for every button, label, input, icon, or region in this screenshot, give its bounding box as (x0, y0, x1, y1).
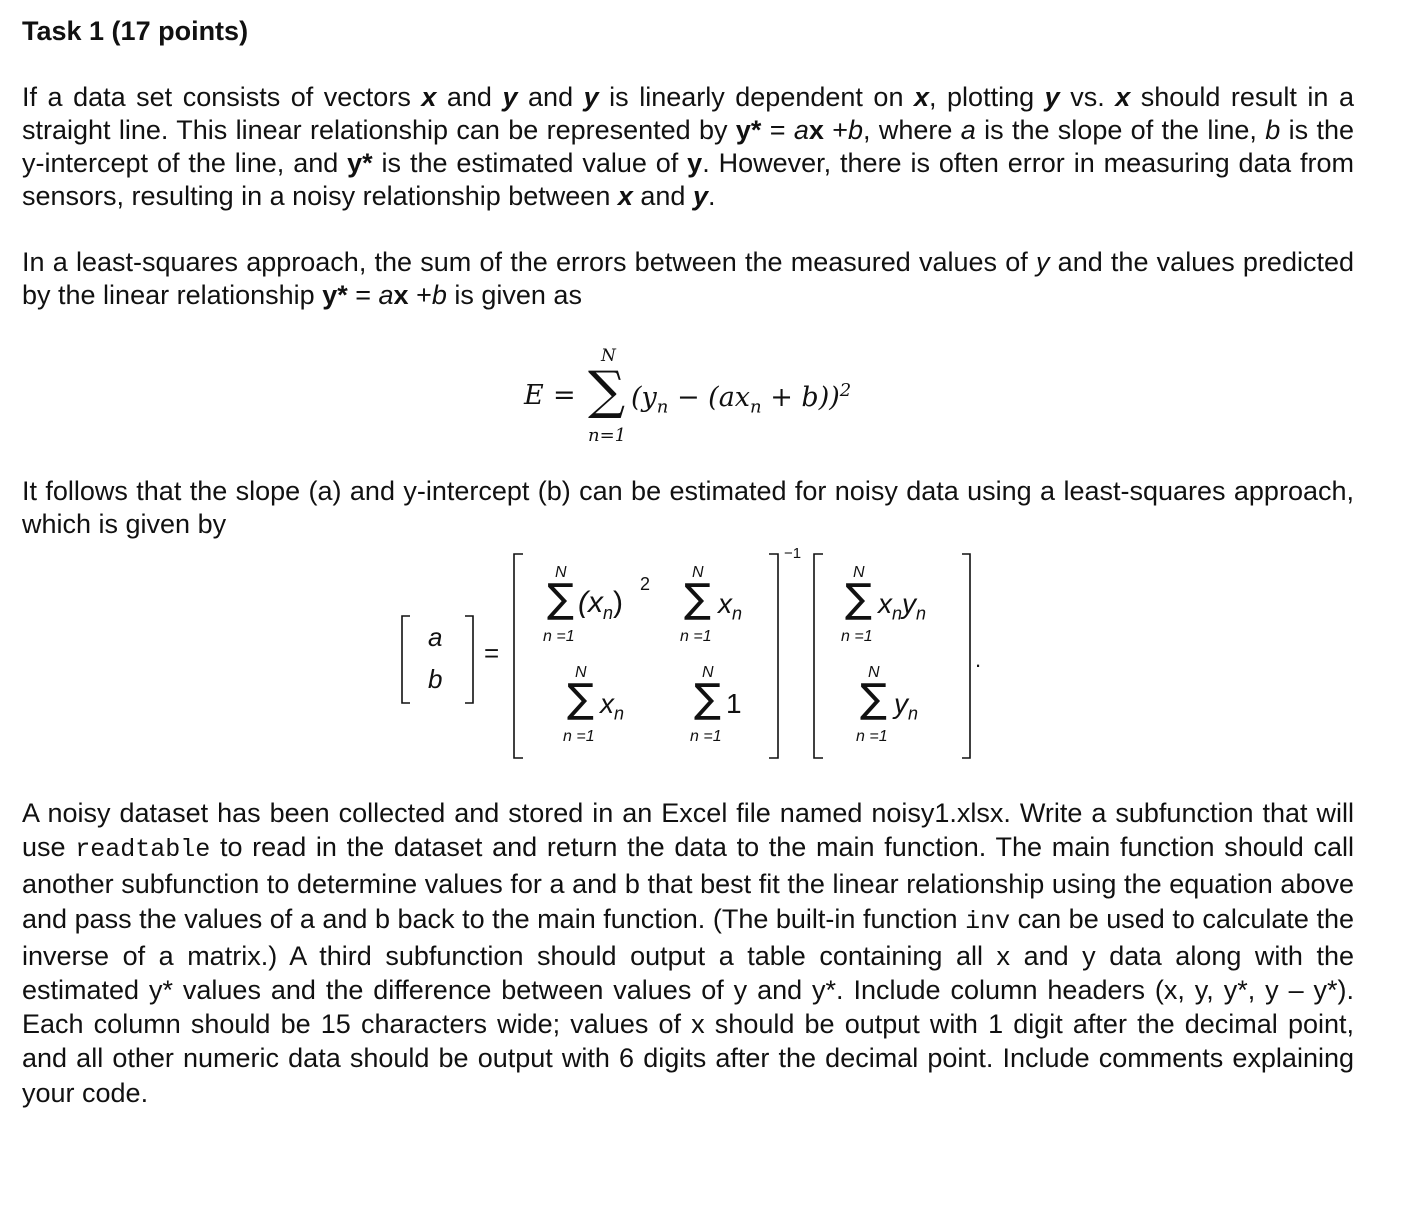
sigma-symbol: ∑ (860, 676, 887, 722)
matrix-equals: = (484, 638, 500, 668)
text-run: should result in a straight line. This linear relationship can be represented by (22, 82, 1354, 145)
eq-E: E (524, 380, 544, 411)
text-run: is the estimated value of (372, 148, 688, 178)
var-ystar: y* (735, 115, 762, 145)
var-y: y (1035, 247, 1050, 277)
subscript-n: n (732, 603, 743, 624)
inverse-exponent: −1 (784, 545, 802, 562)
bracket-vector-right (962, 554, 970, 758)
sum-lower-limit: n =1 (563, 728, 595, 745)
sum-lower-limit: n =1 (690, 728, 722, 745)
text-run: . (707, 181, 716, 211)
sigma-symbol: ∑ (684, 576, 711, 622)
var-x: x (913, 82, 930, 112)
text-run: is the slope of the line, (975, 115, 1266, 145)
subscript-n: n (750, 396, 762, 418)
var-y: y (687, 148, 703, 178)
sum-upper-limit: N (702, 664, 714, 681)
text-run: = (761, 115, 794, 145)
text-run: + (823, 115, 849, 145)
sigma-symbol: ∑ (547, 576, 574, 622)
sigma-symbol: ∑ (694, 676, 721, 722)
bracket-matrix-left (514, 554, 523, 758)
vector-b: b (428, 664, 443, 694)
entry-part: y (902, 588, 917, 619)
entry-sum-xn (600, 688, 624, 725)
text-run: and (517, 82, 584, 112)
var-ystar: y* (347, 148, 373, 178)
bracket-matrix-right (769, 554, 778, 758)
entry-sum-xn-squared (578, 586, 623, 624)
var-x: x (393, 280, 409, 310)
text-run: and (436, 82, 503, 112)
entry-part: x (718, 588, 732, 619)
var-x: x (617, 181, 633, 211)
text-run: + (408, 280, 432, 310)
sum-upper-limit: N (555, 564, 567, 581)
entry-part: y (894, 688, 908, 719)
paragraph-follows: It follows that the slope (a) and y-intercept (b) can be estimated for noisy data using a least-squares approach, which is given by (22, 476, 1354, 539)
exponent-2: 2 (839, 380, 852, 401)
text-run: A noisy dataset has been collected and stored in an Excel file named noisy1.xlsx. Write a subfunction that will use (22, 798, 1354, 863)
sum-upper-limit: N (601, 346, 616, 366)
var-a: a (793, 115, 809, 145)
var-b: b (848, 115, 864, 145)
text-run: to read in the dataset and return the data to the main function. The main function should call another subfunction to determine values for a and b that best fit the linear relationship using the equation above and pass the values of a and b back to the main function. (The built-in function (22, 832, 1354, 934)
trailing-period: . (975, 647, 982, 672)
var-x: x (421, 82, 437, 112)
eq-part: (y (631, 382, 657, 413)
sum-lower-limit: n=1 (588, 425, 627, 446)
subscript-n: n (656, 396, 669, 418)
vector-a: a (428, 622, 443, 652)
eq-equals: = (553, 380, 576, 411)
subscript-n: n (908, 703, 919, 724)
var-a: a (378, 280, 394, 310)
sum-upper-limit: N (868, 664, 880, 681)
sum-lower-limit: n =1 (680, 628, 712, 645)
sum-lower-limit: n =1 (543, 628, 575, 645)
var-b: b (431, 280, 447, 310)
subscript-n: n (603, 603, 614, 623)
var-x: x (1115, 82, 1131, 112)
sum-lower-limit: n =1 (841, 628, 873, 645)
subscript-n: n (916, 603, 927, 624)
task-title: Task 1 (17 points) (22, 16, 249, 46)
code-readtable: readtable (75, 835, 211, 865)
entry-sum-yn (894, 688, 918, 725)
sigma-symbol: ∑ (845, 576, 872, 622)
text-run: is given as (446, 280, 582, 310)
var-ystar: y* (322, 280, 348, 310)
var-y: y (692, 181, 708, 211)
sum-upper-limit: N (692, 564, 704, 581)
entry-sum-xn (718, 588, 742, 625)
eq-part: − (ax (668, 382, 751, 413)
bracket-ab-left (402, 616, 410, 703)
text-run: and (632, 181, 693, 211)
entry-part: (x (578, 586, 603, 619)
subscript-n: n (614, 703, 625, 724)
sum-upper-limit: N (575, 664, 587, 681)
bracket-ab-right (465, 616, 473, 703)
var-x: x (808, 115, 824, 145)
sum-upper-limit: N (853, 564, 865, 581)
sigma-symbol: ∑ (567, 676, 594, 722)
text-run: , where (863, 115, 961, 145)
text-run: . However, there is often error in measuring data from sensors, resulting in a noisy relationship between (22, 148, 1354, 211)
entry-part: x (600, 688, 614, 719)
sigma-symbol: ∑ (588, 361, 626, 421)
text-run: is linearly dependent on (598, 82, 914, 112)
text-run: can be used to calculate the inverse of a matrix.) A third subfunction should output a table containing all x and y data along with the estimated y* values and the difference between values of y and y*. Include column headers (x, y, y*, y – y*). Each column should be 15 characters wide; values of x should be output with 1 digit after the decimal point, and all other numeric data should be output with 6 digits after the decimal point. Include comments explaining your code. (22, 903, 1354, 1108)
var-y: y (583, 82, 599, 112)
text-run: = (347, 280, 379, 310)
entry-sum-one: 1 (726, 688, 742, 719)
text-run: is the y-intercept of the line, and (22, 115, 1354, 178)
entry-sum-xn-yn (878, 588, 926, 625)
paragraph-assignment (22, 796, 1354, 1110)
var-a: a (960, 115, 976, 145)
exponent-2: 2 (640, 574, 651, 594)
text-run: and the values predicted by the linear relationship (22, 247, 1355, 310)
subscript-n: n (892, 603, 903, 624)
text-run: , plotting (929, 82, 1045, 112)
sum-lower-limit: n =1 (856, 728, 888, 745)
var-y: y (1044, 82, 1060, 112)
entry-part: x (878, 588, 892, 619)
text-run: vs. (1059, 82, 1116, 112)
eq-part: + b)) (761, 382, 840, 413)
var-y: y (502, 82, 518, 112)
entry-part: ) (613, 586, 624, 619)
bracket-vector-left (814, 554, 823, 758)
text-run: If a data set consists of vectors (22, 82, 422, 112)
text-run: In a least-squares approach, the sum of the errors between the measured values of (22, 247, 1036, 277)
var-b: b (1265, 115, 1281, 145)
code-inv: inv (965, 906, 1011, 936)
